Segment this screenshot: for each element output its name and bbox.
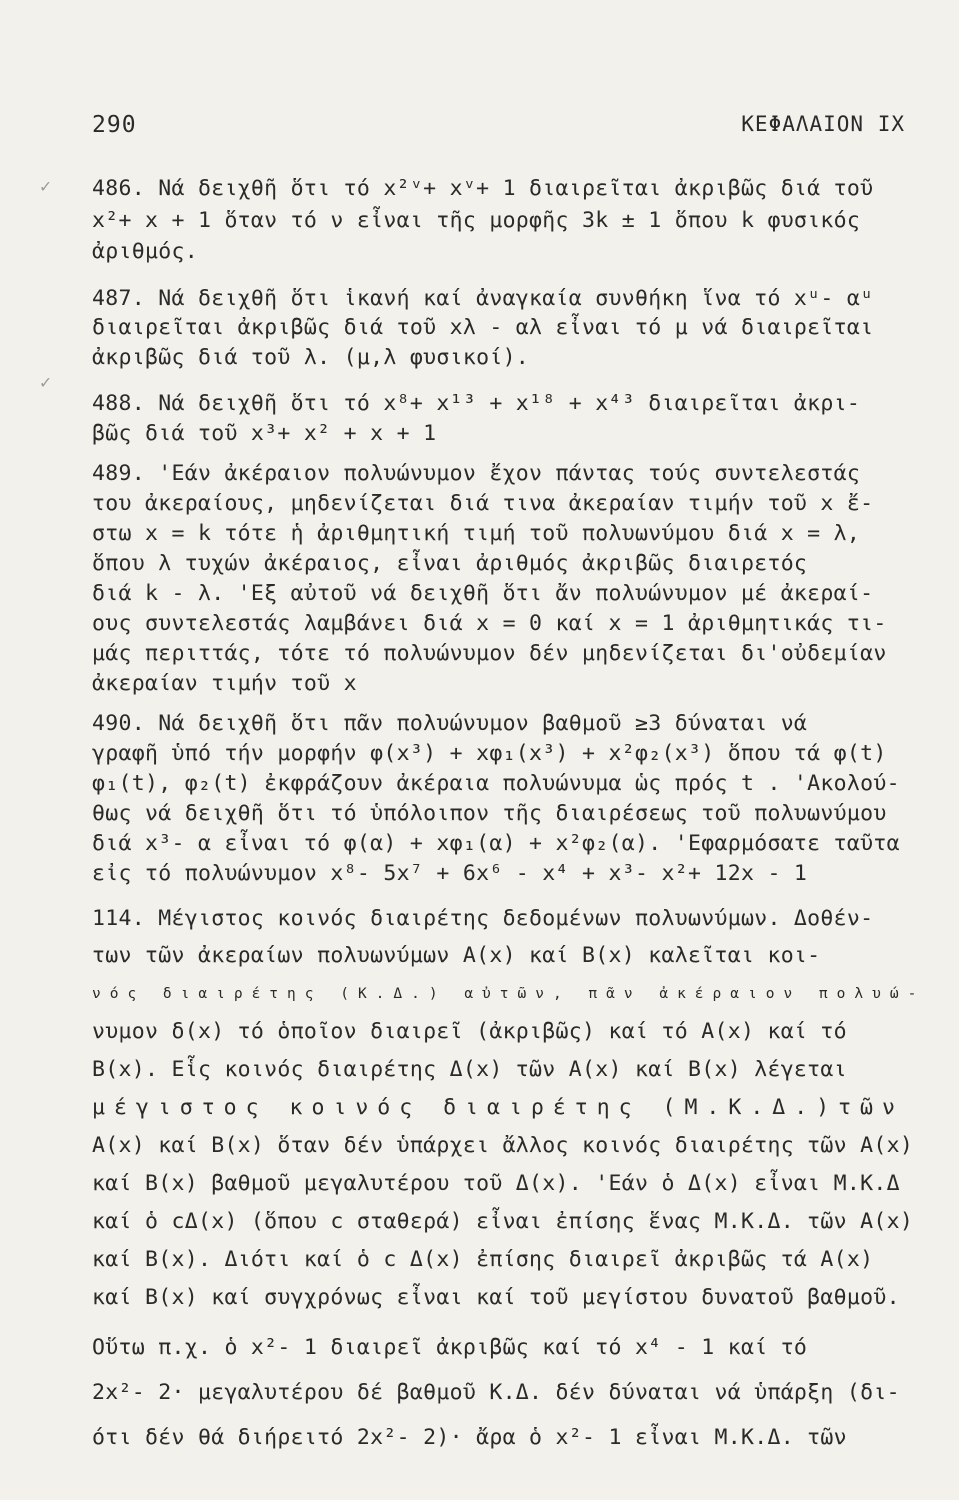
text-line: καί B(x) καί συγχρόνως εἶναι καί τοῦ μεγίστου δυνατοῦ βαθμοῦ. xyxy=(92,1285,900,1310)
text-line: των τῶν ἀκεραίων πολυωνύμων A(x) καί B(x) καλεῖται κοι- xyxy=(92,943,821,968)
text-line: διά x³- α εἶναι τό φ(α) + xφ₁(α) + x²φ₂(α). 'Εφαρμόσατε ταῦτα xyxy=(92,831,900,856)
text-line: Οὕτω π.χ. ὁ x²- 1 διαιρεῖ ἀκριβῶς καί τό x⁴ - 1 καί τό xyxy=(92,1335,808,1360)
text-line: μάς περιττάς, τότε τό πολυώνυμον δέν μηδενίζεται δι'οὐδεμίαν xyxy=(92,641,887,666)
text-line: 490. Νά δειχθῆ ὅτι πᾶν πολυώνυμον βαθμοῦ ≥3 δύναται νά xyxy=(92,711,808,736)
chapter-title: ΚΕΦΑΛΑΙΟΝ IX xyxy=(741,112,905,136)
page-number: 290 xyxy=(92,112,137,138)
text-line: 488. Νά δειχθῆ ὅτι τό x⁸+ x¹³ + x¹⁸ + x⁴³ διαιρεῖται ἀκρι- xyxy=(92,391,861,416)
text-line: 489. 'Εάν ἀκέραιον πολυώνυμον ἔχον πάντας τούς συντελεστάς xyxy=(92,461,861,486)
text-line: στω x = k τότε ἡ ἀριθμητική τιμή τοῦ πολυωνύμου διά x = λ, xyxy=(92,521,861,546)
text-line: βῶς διά τοῦ x³+ x² + x + 1 xyxy=(92,421,437,446)
text-line: B(x). Εἷς κοινός διαιρέτης Δ(x) τῶν A(x) καί B(x) λέγεται xyxy=(92,1057,847,1082)
text-line: A(x) καί B(x) ὅταν δέν ὑπάρχει ἄλλος κοινός διαιρέτης τῶν A(x) xyxy=(92,1133,914,1158)
text-line: x²+ x + 1 ὅταν τό ν εἶναι τῆς μορφῆς 3k ± 1 ὅπου k φυσικός xyxy=(92,208,861,233)
text-line: διαιρεῖται ἀκριβῶς διά τοῦ xλ - αλ εἶναι τό μ νά διαιρεῖται xyxy=(92,315,874,340)
text-line: ὅπου λ τυχών ἀκέραιος, εἶναι ἀριθμός ἀκριβῶς διαιρετός xyxy=(92,551,808,576)
text-line: εἰς τό πολυώνυμον x⁸- 5x⁷ + 6x⁶ - x⁴ + x³- x²+ 12x - 1 xyxy=(92,861,808,886)
text-line: καί ὁ cΔ(x) (ὅπου c σταθερά) εἶναι ἐπίσης ἕνας Μ.Κ.Δ. τῶν A(x) xyxy=(92,1209,914,1234)
text-line: μέγιστος κοινός διαιρέτης (Μ.Κ.Δ.)τῶν xyxy=(92,1095,904,1120)
text-line: 487. Νά δειχθῆ ὅτι ἱκανή καί ἀναγκαία συνθήκη ἵνα τό xᵘ- αᵘ xyxy=(92,286,874,311)
text-line: θως νά δειχθῆ ὅτι τό ὑπόλοιπον τῆς διαιρέσεως τοῦ πολυωνύμου xyxy=(92,801,887,826)
text-line: καί B(x) βαθμοῦ μεγαλυτέρου τοῦ Δ(x). 'Εάν ὁ Δ(x) εἶναι Μ.Κ.Δ xyxy=(92,1171,900,1196)
margin-mark: ✓ xyxy=(40,176,51,197)
text-line: νυμον δ(x) τό ὁποῖον διαιρεῖ (ἀκριβῶς) καί τό A(x) καί τό xyxy=(92,1019,847,1044)
text-line: ἀκριβῶς διά τοῦ λ. (μ,λ φυσικοί). xyxy=(92,345,530,370)
text-line: 114. Μέγιστος κοινός διαιρέτης δεδομένων πολυωνύμων. Δοθέν- xyxy=(92,906,874,931)
text-line: καί B(x). Διότι καί ὁ c Δ(x) ἐπίσης διαιρεῖ ἀκριβῶς τά A(x) xyxy=(92,1247,874,1272)
text-line: διά k - λ. 'Εξ αὐτοῦ νά δειχθῆ ὅτι ἄν πολυώνυμον μέ ἀκεραί- xyxy=(92,581,874,606)
text-line: νός διαιρέτης (Κ.Δ.) αὐτῶν, πᾶν ἀκέραιον πολυώ- xyxy=(92,986,926,1002)
text-line: φ₁(t), φ₂(t) ἐκφράζουν ἀκέραια πολυώνυμα ὡς πρός t . 'Ακολού- xyxy=(92,771,900,796)
text-line: ἀριθμός. xyxy=(92,239,198,264)
text-line: του ἀκεραίους, μηδενίζεται διά τινα ἀκεραίαν τιμήν τοῦ x ἔ- xyxy=(92,491,874,516)
margin-mark: ✓ xyxy=(40,372,51,393)
text-line: ους συντελεστάς λαμβάνει διά x = 0 καί x = 1 ἀριθμητικάς τι- xyxy=(92,611,887,636)
text-line: γραφῆ ὑπό τήν μορφήν φ(x³) + xφ₁(x³) + x²φ₂(x³) ὅπου τά φ(t) xyxy=(92,741,887,766)
text-line: ότι δέν θά διήρειτό 2x²- 2)· ἄρα ὁ x²- 1 εἶναι Μ.Κ.Δ. τῶν xyxy=(92,1425,847,1450)
text-line: ἀκεραίαν τιμήν τοῦ x xyxy=(92,671,357,696)
text-line: 2x²- 2· μεγαλυτέρου δέ βαθμοῦ Κ.Δ. δέν δύναται νά ὑπάρξη (δι- xyxy=(92,1380,900,1405)
page-header xyxy=(92,112,905,152)
text-line: 486. Νά δειχθῆ ὅτι τό x²ᵛ+ xᵛ+ 1 διαιρεῖται ἀκριβῶς διά τοῦ xyxy=(92,176,874,201)
